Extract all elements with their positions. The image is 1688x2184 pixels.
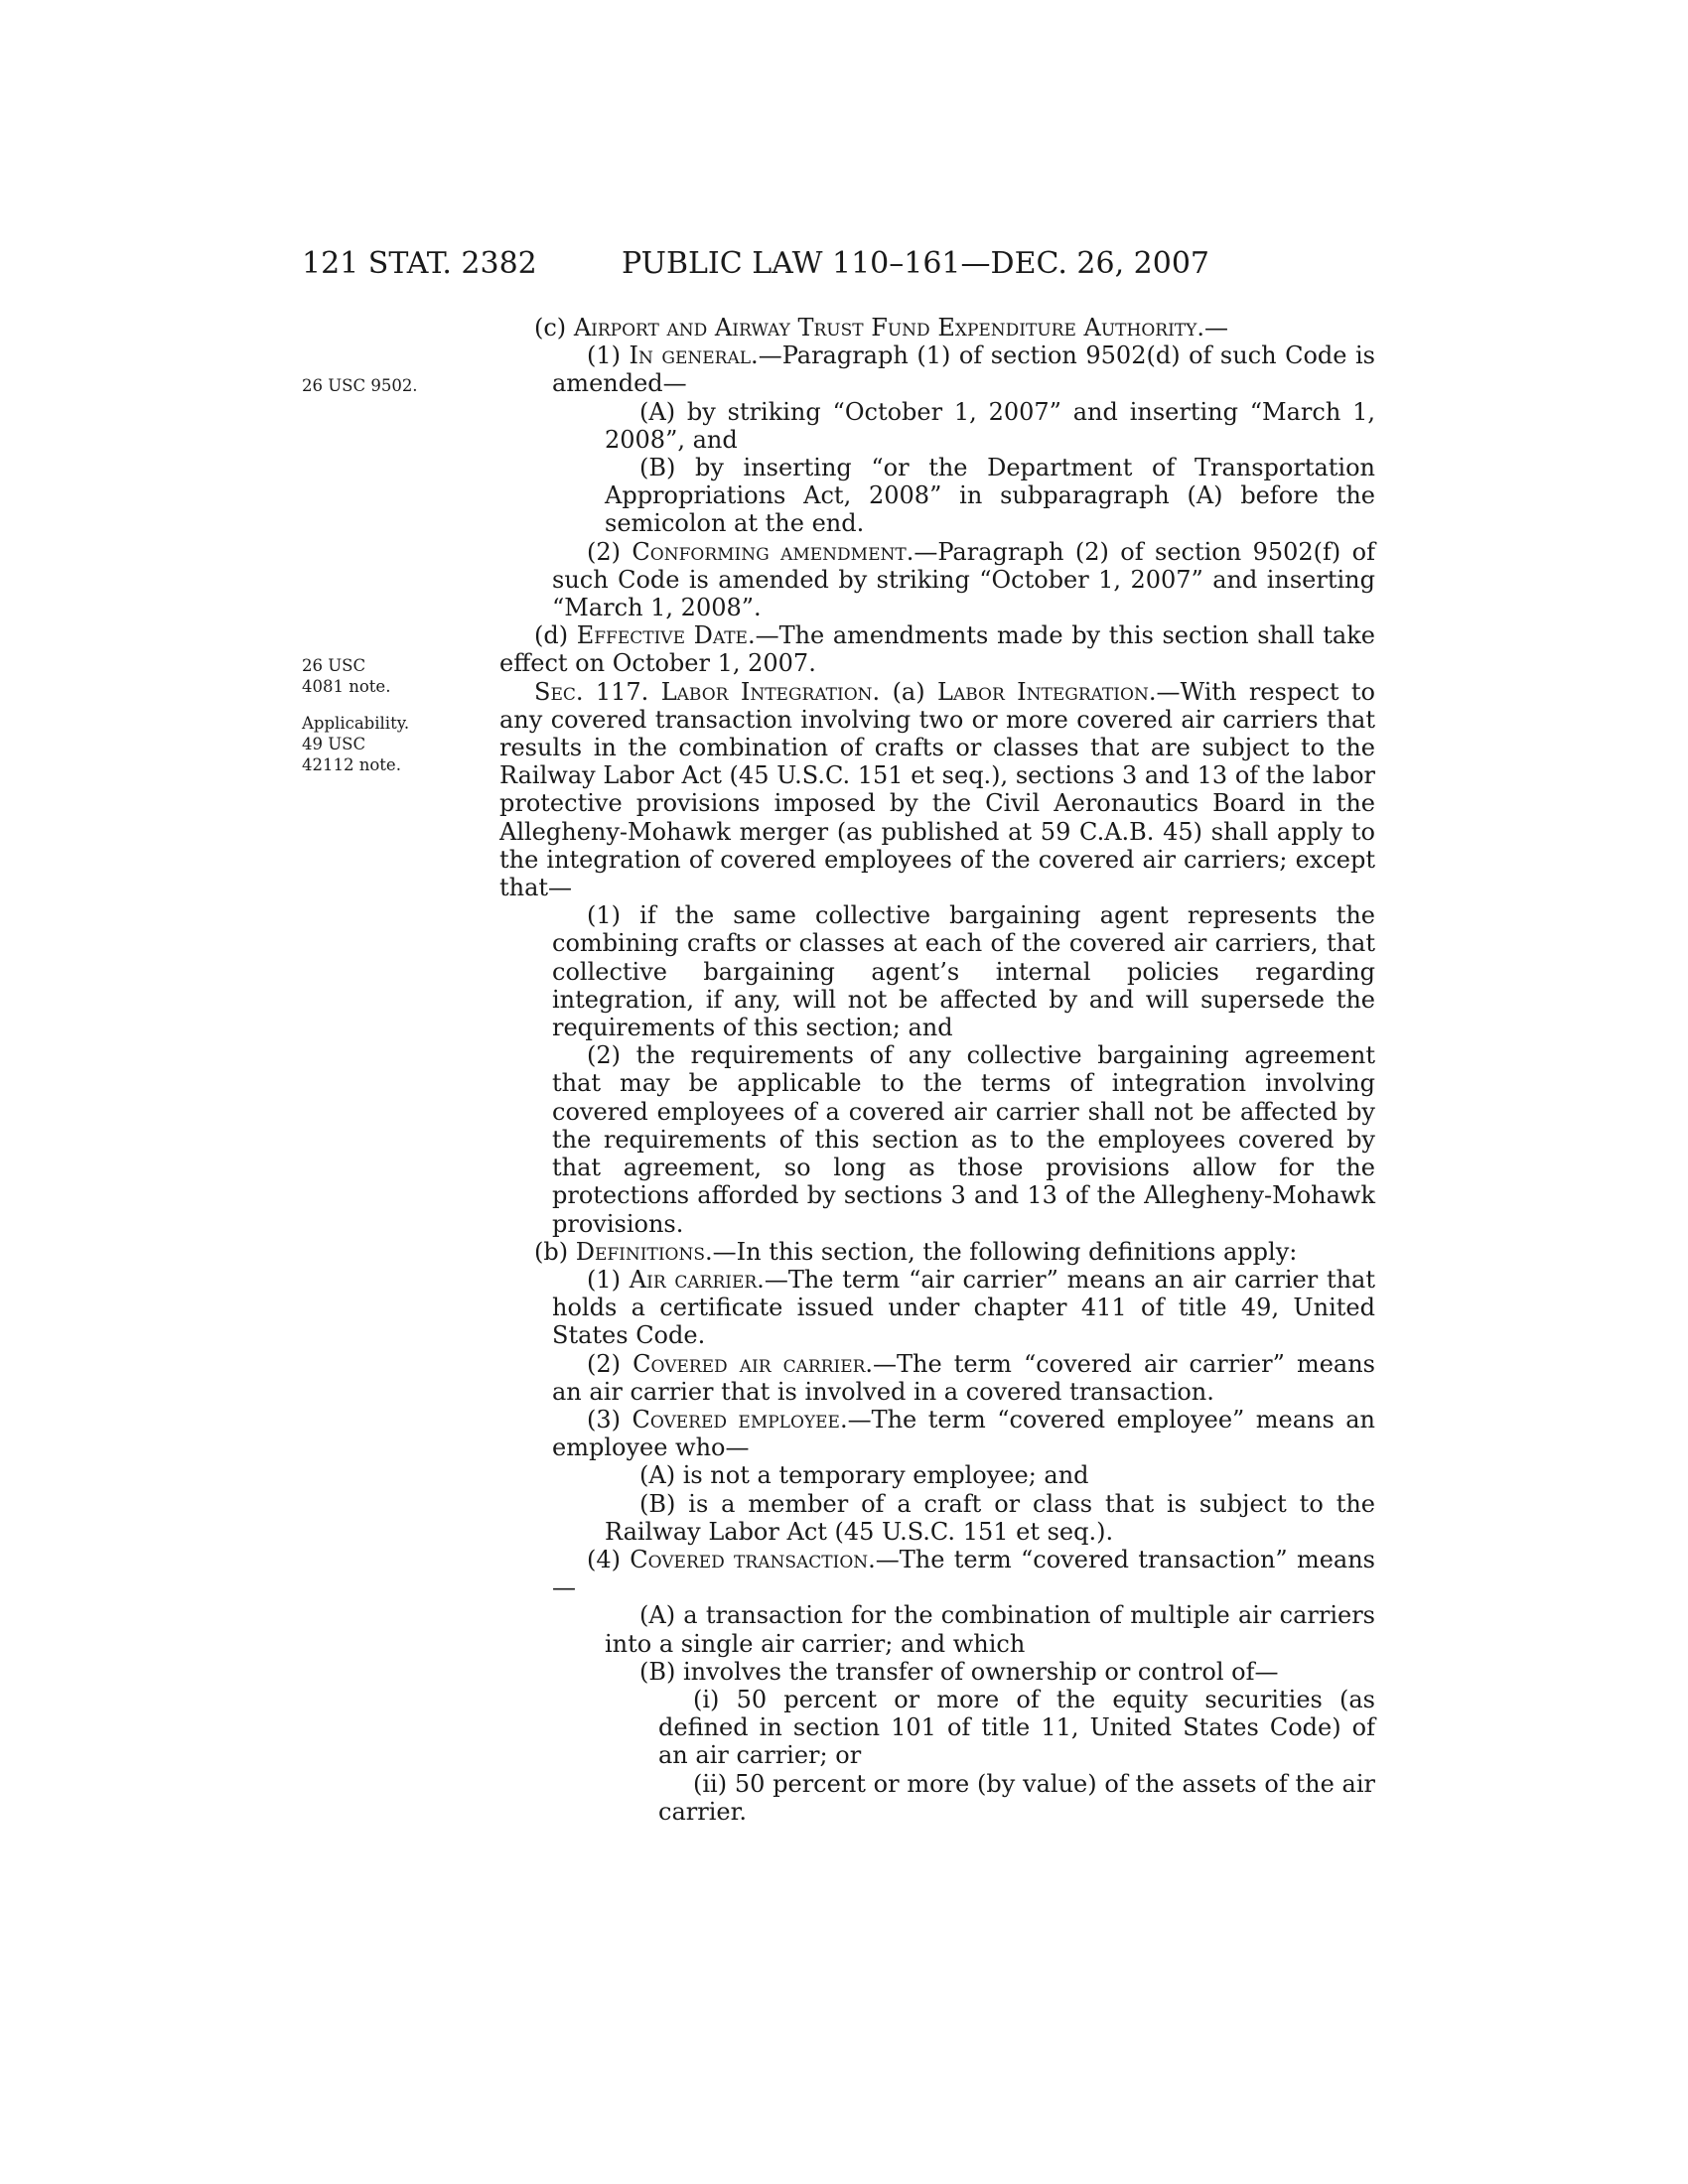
definition-covered-air-carrier: (2) Covered air carrier.—The term “covered air carrier” means an air carrier that is involved in a covered transaction. [552,1349,1375,1406]
margin-note-26-usc-4081: 26 USC 4081 note. [302,656,391,696]
subparagraph-b-4-b: (B) involves the transfer of ownership or control of— [639,1657,1279,1686]
subparagraph-c-1-b: (B) by inserting “or the Department of Transportation Appropriations Act, 2008” in subparagraph (A) before the semicolon at the end. [605,454,1375,538]
page-title: PUBLIC LAW 110–161—DEC. 26, 2007 [622,246,1210,281]
subsection-b-definitions: (b) Definitions.—In this section, the following definitions apply: [534,1237,1298,1266]
subsection-c-heading: (c) Airport and Airway Trust Fund Expenditure Authority.— [534,314,1228,341]
document-body [499,314,1375,1826]
paragraph-c-1: (1) In general.—Paragraph (1) of section 9502(d) of such Code is amended— [552,341,1376,398]
margin-note-26-usc-9502: 26 USC 9502. [302,376,418,395]
subparagraph-b-4-a: (A) a transaction for the combination of multiple air carriers into a single air carrier; and which [605,1601,1375,1658]
clause-b-4-b-ii: (ii) 50 percent or more (by value) of the assets of the air carrier. [658,1769,1375,1826]
paragraph-a-2: (2) the requirements of any collective bargaining agreement that may be applicable to the terms of integration involving covered employees of a covered air carrier shall not be affected by the requirements of this section as to the employees covered by that agreement, so long as those provisions allow for the protections afforded by sections 3 and 13 of the Allegheny-Mohawk provisions. [552,1041,1375,1238]
subsection-d: (d) Effective Date.—The amendments made by this section shall take effect on October 1, 2007. [499,621,1375,678]
definition-covered-transaction: (4) Covered transaction.—The term “covered transaction” means— [552,1545,1375,1602]
margin-note-applicability: Applicability. [302,714,410,733]
subparagraph-b-3-b: (B) is a member of a craft or class that is subject to the Railway Labor Act (45 U.S.C. 151 et seq.). [605,1489,1375,1546]
subparagraph-b-3-a: (A) is not a temporary employee; and [639,1461,1089,1490]
stat-page-reference: 121 STAT. 2382 [302,246,537,281]
subparagraph-c-1-a: (A) by striking “October 1, 2007” and inserting “March 1, 2008”, and [605,397,1375,454]
definition-air-carrier: (1) Air carrier.—The term “air carrier” means an air carrier that holds a certificate issued under chapter 411 of title 49, United States Code. [552,1265,1375,1350]
paragraph-a-1: (1) if the same collective bargaining agent represents the combining crafts or classes at each of the covered air carriers, that collective bargaining agent’s internal policies regarding integration, if any, will not be affected by and will supersede the requirements of this section; and [552,901,1375,1042]
paragraph-c-2: (2) Conforming amendment.—Paragraph (2) of section 9502(f) of such Code is amended by striking “October 1, 2007” and inserting “March 1, 2008”. [552,537,1376,622]
section-117-subsection-a: Sec. 117. Labor Integration. (a) Labor Integration.—With respect to any covered transaction involving two or more covered air carriers that results in the combination of crafts or classes that are subject to the Railway Labor Act (45 U.S.C. 151 et seq.), sections 3 and 13 of the labor protective provisions imposed by the Civil Aeronautics Board in the Allegheny-Mohawk merger (as published at 59 C.A.B. 45) shall apply to the integration of covered employees of the covered air carriers; except that— [499,677,1375,902]
margin-note-49-usc-42112: 49 USC 42112 note. [302,735,401,774]
definition-covered-employee: (3) Covered employee.—The term “covered employee” means an employee who— [552,1405,1375,1462]
clause-b-4-b-i: (i) 50 percent or more of the equity securities (as defined in section 101 of title 11, United States Code) of an air carrier; or [658,1685,1375,1770]
